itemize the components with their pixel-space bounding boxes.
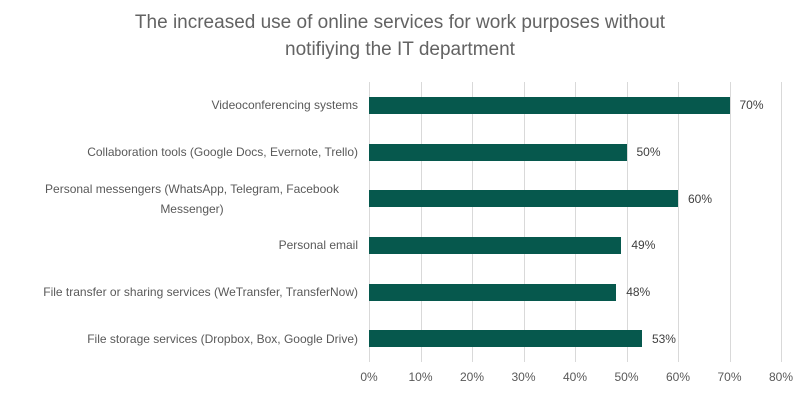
category-axis	[0, 82, 363, 362]
x-tick-label: 10%	[408, 370, 433, 384]
chart-title-text: The increased use of online services for work purposes without notifiying the IT department	[134, 12, 666, 60]
bar-row	[369, 129, 781, 176]
bar	[369, 284, 616, 301]
bar	[369, 144, 627, 161]
x-axis	[360, 370, 794, 388]
category-label: File transfer or sharing services (WeTransfer, TransferNow)	[43, 285, 358, 300]
category-label: Collaboration tools (Google Docs, Evernote, Trello)	[87, 145, 358, 159]
category-label: Videoconferencing systems	[211, 98, 358, 113]
bar	[369, 330, 642, 347]
bar-rows	[369, 82, 781, 362]
value-label: 49%	[631, 238, 656, 253]
bar-row	[369, 315, 781, 362]
bar-row	[369, 269, 781, 316]
x-tick-label: 70%	[717, 370, 742, 384]
plot-area	[369, 82, 781, 362]
x-tick-label: 30%	[511, 370, 536, 384]
bar	[369, 237, 621, 254]
bar	[369, 190, 678, 207]
bar	[369, 97, 730, 114]
value-label: 53%	[651, 331, 676, 346]
category-label: File storage services (Dropbox, Box, Google Drive)	[87, 331, 358, 346]
x-tick-label: 50%	[614, 370, 639, 384]
bar-row	[369, 175, 781, 222]
x-tick-label: 60%	[665, 370, 691, 384]
gridline	[781, 82, 782, 362]
bar-row	[369, 222, 781, 269]
category-label: Personal email	[278, 238, 358, 253]
value-label: 70%	[739, 98, 764, 113]
category-label: Personal messengers (WhatsApp, Telegram, Facebook Messenger)	[45, 181, 339, 216]
x-tick-label: 20%	[459, 370, 485, 384]
x-tick-label: 0%	[360, 370, 378, 384]
value-label: 48%	[626, 285, 651, 300]
x-tick-label: 80%	[768, 370, 794, 384]
chart-title	[0, 9, 800, 63]
bar-row	[369, 82, 781, 129]
value-label: 50%	[636, 145, 661, 159]
value-label: 60%	[688, 191, 713, 206]
x-tick-label: 40%	[562, 370, 588, 384]
